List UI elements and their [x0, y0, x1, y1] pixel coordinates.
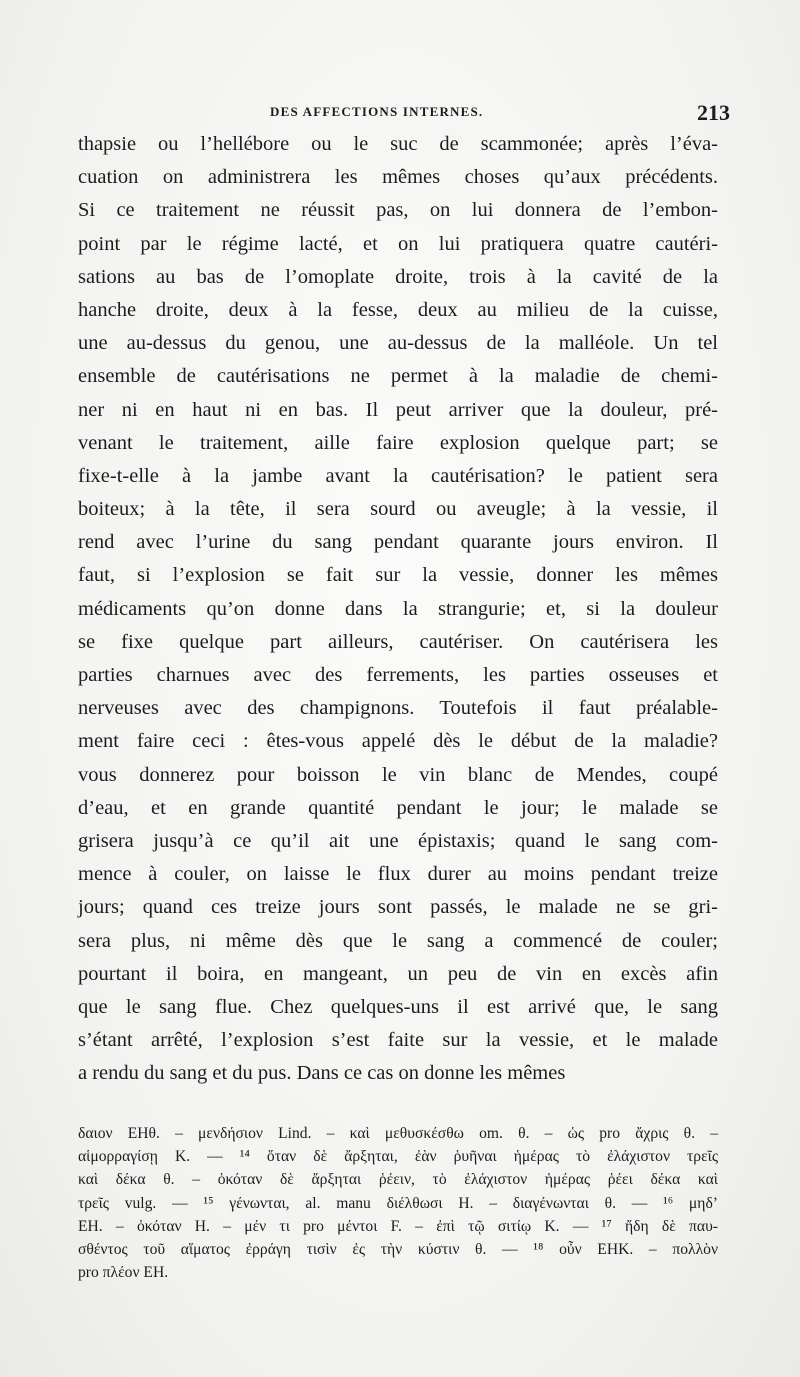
- footnote-line: αἱμορραγίσῃ K. — ¹⁴ ὅταν δὲ ἄρξηται, ἐὰν ῥυῆναι ἡμέρας τὸ ἐλάχιστον τρεῖς: [78, 1148, 718, 1166]
- text-line: s’étant arrêté, l’explosion s’est faite sur la vessie, et le malade: [78, 1029, 718, 1052]
- text-line: boiteux; à la tête, il sera sourd ou aveugle; à la vessie, il: [78, 498, 718, 521]
- text-line: fixe-t-elle à la jambe avant la cautérisation? le patient sera: [78, 464, 718, 487]
- text-line: sera plus, ni même dès que le sang a commencé de couler;: [78, 929, 718, 952]
- text-line: ensemble de cautérisations ne permet à la maladie de chemi-: [78, 365, 718, 388]
- text-line: que le sang flue. Chez quelques-uns il est arrivé que, le sang: [78, 995, 718, 1018]
- page-header: [60, 100, 740, 130]
- main-text: [78, 128, 718, 1090]
- text-line: nerveuses avec des champignons. Toutefois il faut préalable-: [78, 697, 718, 720]
- text-line: médicaments qu’on donne dans la strangurie; et, si la douleur: [78, 597, 718, 620]
- running-title: DES AFFECTIONS INTERNES.: [270, 104, 484, 119]
- footnote-line: σθέντος τοῦ αἵματος ἐρράγη τισὶν ἐς τὴν κύστιν θ. — ¹⁸ οὖν EHK. – πολλὸν: [78, 1240, 718, 1258]
- text-line: sations au bas de l’omoplate droite, trois à la cavité de la: [78, 265, 718, 288]
- text-line: ner ni en haut ni en bas. Il peut arriver que la douleur, pré-: [78, 398, 718, 421]
- text-line: a rendu du sang et du pus. Dans ce cas on donne les mêmes: [78, 1062, 566, 1085]
- text-line: se fixe quelque part ailleurs, cautériser. On cautérisera les: [78, 630, 718, 653]
- text-line: une au-dessus du genou, une au-dessus de la malléole. Un tel: [78, 332, 718, 355]
- footnote-line: EH. – ὀκόταν H. – μέν τι pro μέντοι F. – ἐπὶ τῷ σιτίῳ K. — ¹⁷ ἤδη δὲ παυ-: [78, 1217, 718, 1235]
- text-line: vous donnerez pour boisson le vin blanc de Mendes, coupé: [78, 763, 718, 786]
- text-line: grisera jusqu’à ce qu’il ait une épistaxis; quand le sang com-: [78, 829, 718, 852]
- footnote-line: pro πλέον EH.: [78, 1264, 169, 1282]
- page-number: 213: [697, 100, 730, 125]
- footnote-line: δαιον ΕΗθ. – μενδήσιον Lind. – καὶ μεθυσκέσθω om. θ. – ὡς pro ἄχρις θ. –: [78, 1125, 718, 1142]
- text-line: cuation on administrera les mêmes choses qu’aux précédents.: [78, 166, 718, 189]
- text-line: mence à couler, on laisse le flux durer au moins pendant treize: [78, 863, 718, 886]
- footnote-line: τρεῖς vulg. — ¹⁵ γένωνται, al. manu διέλθωσι H. – διαγένωνται θ. — ¹⁶ μηδ’: [78, 1194, 718, 1212]
- footnotes: [78, 1122, 718, 1284]
- text-line: d’eau, et en grande quantité pendant le jour; le malade se: [78, 796, 718, 819]
- text-line: hanche droite, deux à la fesse, deux au milieu de la cuisse,: [78, 298, 718, 321]
- text-line: faut, si l’explosion se fait sur la vessie, donner les mêmes: [78, 564, 718, 587]
- text-line: parties charnues avec des ferrements, les parties osseuses et: [78, 664, 718, 686]
- text-line: thapsie ou l’hellébore ou le suc de scammonée; après l’éva-: [78, 133, 718, 155]
- text-line: ment faire ceci : êtes-vous appelé dès le début de la maladie?: [78, 730, 718, 753]
- text-line: Si ce traitement ne réussit pas, on lui donnera de l’embon-: [78, 199, 718, 222]
- footnote-line: καὶ δέκα θ. – ὁκόταν δὲ ἄρξηται ῥέειν, τὸ ἐλάχιστον ἡμέρας ῥέει δέκα καὶ: [78, 1171, 718, 1189]
- text-line: venant le traitement, aille faire explosion quelque part; se: [78, 431, 718, 454]
- text-line: pourtant il boira, en mangeant, un peu de vin en excès afin: [78, 962, 718, 985]
- text-line: jours; quand ces treize jours sont passés, le malade ne se gri-: [78, 896, 718, 919]
- text-line: rend avec l’urine du sang pendant quarante jours environ. Il: [78, 531, 718, 554]
- text-line: point par le régime lacté, et on lui pratiquera quatre cautéri-: [78, 232, 718, 255]
